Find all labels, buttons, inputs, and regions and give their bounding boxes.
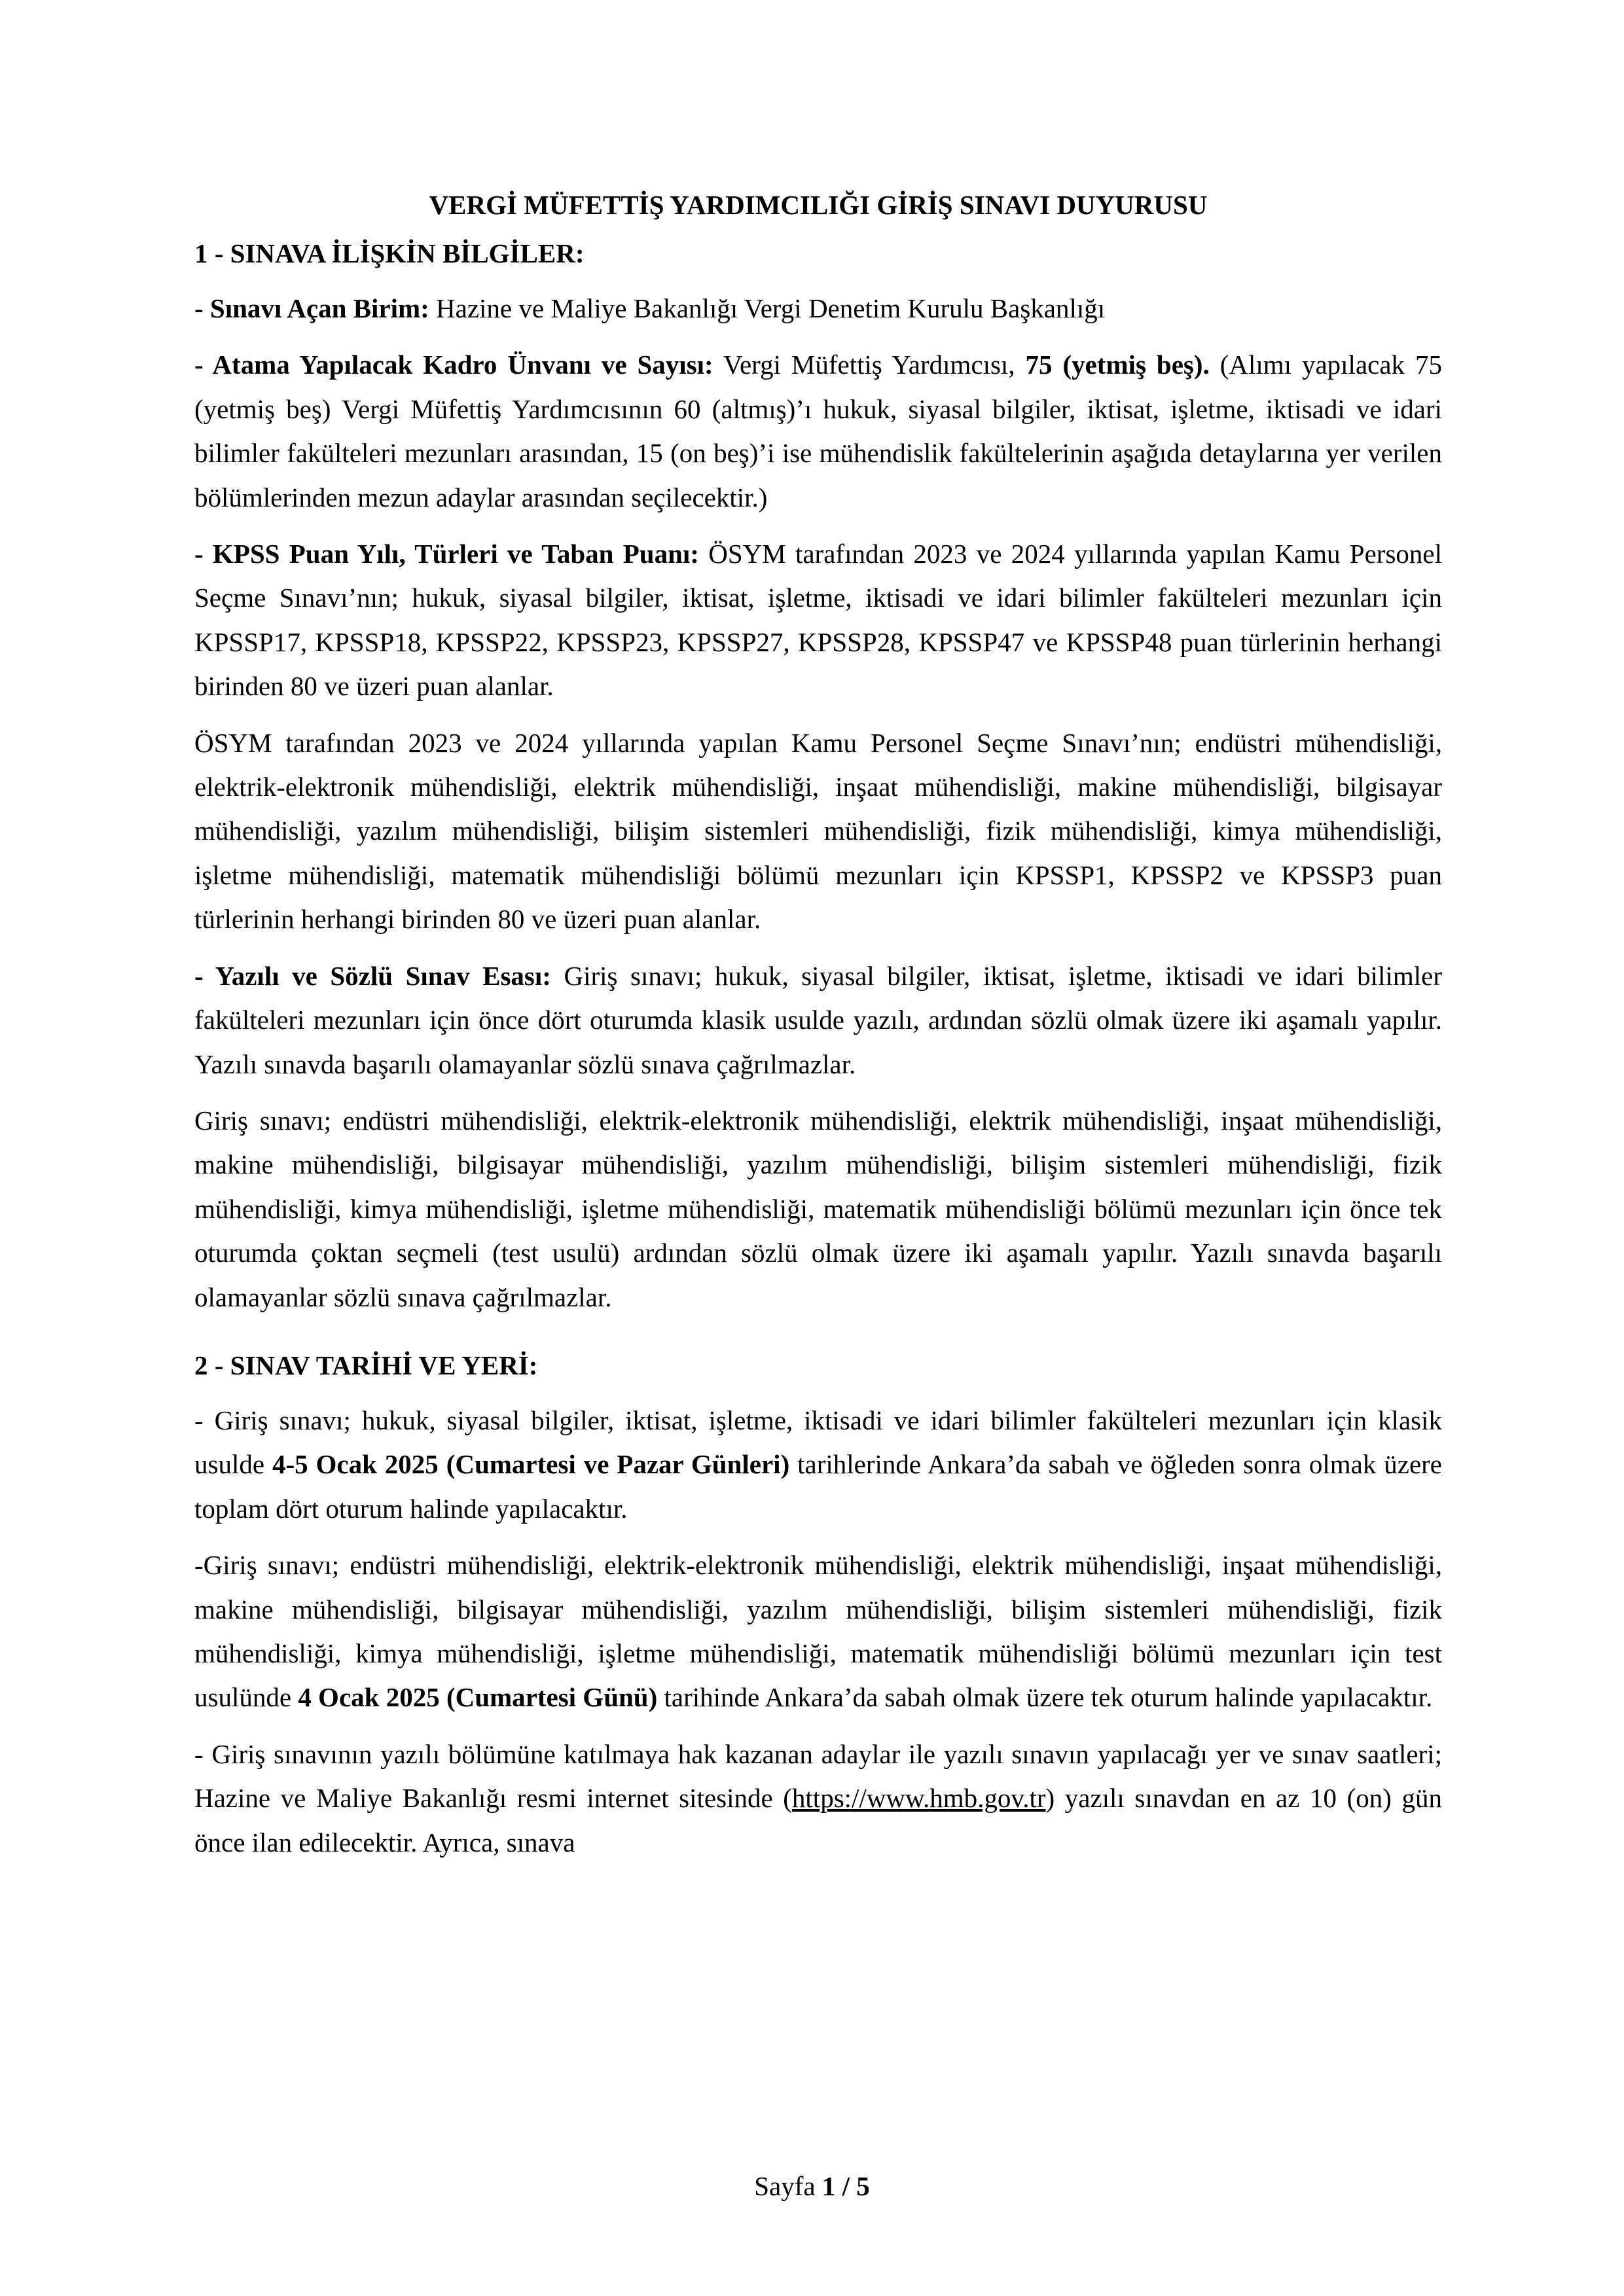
paragraph-kpss-engineering: ÖSYM tarafından 2023 ve 2024 yıllarında yapılan Kamu Personel Seçme Sınavı’nın; endüstri mühendisliği, elektrik-elektronik mühendisliği, elektrik mühendisliği, inşaat mühendisliği, makine mühendisliği, bilgisayar mühendisliği, yazılım mühendisliği, bilişim sistemleri mühendisliği, fizik mühendisliği, kimya mühendisliği, işletme mühendisliği, matematik mühendisliği bölümü mezunları için KPSSP1, KPSSP2 ve KPSSP3 puan türlerinin herhangi birinden 80 ve üzeri puan alanlar. — [194, 727, 1442, 935]
text-kpss: ÖSYM tarafından 2023 ve 2024 yıllarında yapılan Kamu Personel Seçme Sınavı’nın; hukuk, siyasal bilgiler, iktisat, işletme, iktisadi ve idari bilimler fakülteleri mezunları için KPSSP17, KPSSP18, KPSSP22, KPSSP23, KPSSP27, KPSSP28, KPSSP47 ve KPSSP48 puan türlerinin herhangi birinden 80 ve üzeri puan alanlar. — [194, 539, 1442, 702]
text-date-classic-rest: tarihlerinde Ankara’da sabah ve öğleden sonra olmak üzere toplam dört oturum halinde yapılacaktır. — [194, 1449, 1442, 1524]
text-position: Vergi Müfettiş Yardımcısı, — [713, 350, 1026, 380]
section-spacer — [194, 1332, 1442, 1349]
ministry-website-link[interactable]: https://www.hmb.gov.tr — [791, 1783, 1046, 1814]
label-kpss: - KPSS Puan Yılı, Türleri ve Taban Puanı: — [194, 539, 699, 569]
date-classic: 4-5 Ocak 2025 (Cumartesi ve Pazar Günleri) — [272, 1449, 790, 1480]
paragraph-kpss — [194, 532, 1442, 709]
label-exam-unit: - Sınavı Açan Birim: — [194, 293, 429, 323]
text-position-detail: (Alımı yapılacak 75 (yetmiş beş) Vergi Müfettiş Yardımcısının 60 (altmış)’ı hukuk, siyasal bilgiler, iktisat, işletme, iktisadi ve idari bilimler fakülteleri mezunları arasından, 15 (on beş)’i ise mühendislik fakültelerinin aşağıda detaylarına yer verilen bölümlerinden mezun adaylar arasından seçilecektir.) — [194, 350, 1442, 512]
text-announcement: - Giriş sınavının yazılı bölümüne katılmaya hak kazanan adaylar ile yazılı sınavın yapılacağı yer ve sınav saatleri; Hazine ve Maliye Bakanlığı resmi internet sitesinde ( — [194, 1738, 1442, 1814]
text-date-test: -Giriş sınavı; endüstri mühendisliği, elektrik-elektronik mühendisliği, elektrik mühendisliği, inşaat mühendisliği, makine mühendisliği, bilgisayar mühendisliği, yazılım mühendisliği, bilişim sistemleri mühendisliği, fizik mühendisliği, kimya mühendisliği, işletme mühendisliği, matematik mühendisliği bölümü mezunları için test usulünde — [194, 1550, 1442, 1713]
page-footer — [0, 2170, 1624, 2202]
paragraph-exam-unit — [194, 287, 1442, 331]
text-date-test-rest: tarihinde Ankara’da sabah olmak üzere tek oturum halinde yapılacaktır. — [657, 1682, 1433, 1713]
paragraph-exam-basis — [194, 954, 1442, 1086]
paragraph-date-classic — [194, 1399, 1442, 1531]
text-date-classic: - Giriş sınavı; hukuk, siyasal bilgiler, iktisat, işletme, iktisadi ve idari bilimler fakülteleri mezunları için klasik usulde — [194, 1405, 1442, 1480]
position-count: 75 (yetmiş beş). — [1025, 350, 1210, 380]
label-position: - Atama Yapılacak Kadro Ünvanı ve Sayısı: — [194, 350, 713, 380]
paragraph-exam-basis-engineering: Giriş sınavı; endüstri mühendisliği, elektrik-elektronik mühendisliği, elektrik mühendisliği, inşaat mühendisliği, makine mühendisliği, bilgisayar mühendisliği, yazılım mühendisliği, bilişim sistemleri mühendisliği, fizik mühendisliği, kimya mühendisliği, işletme mühendisliği, matematik mühendisliği bölümü mezunları için önce tek oturumda çoktan seçmeli (test usulü) ardından sözlü olmak üzere iki aşamalı yapılır. Yazılı sınavda başarılı olamayanlar sözlü sınava çağrılmazlar. — [194, 1105, 1442, 1312]
section-1-heading: 1 - SINAVA İLİŞKİN BİLGİLER: — [194, 238, 585, 268]
paragraph-date-test — [194, 1543, 1442, 1720]
section-2-heading: 2 - SINAV TARİHİ VE YERİ: — [194, 1350, 538, 1380]
text-exam-basis: Giriş sınavı; hukuk, siyasal bilgiler, iktisat, işletme, iktisadi ve idari bilimler fakülteleri mezunları için önce dört oturumda klasik usulde yazılı, ardından sözlü olmak üzere iki aşamalı yapılır. Yazılı sınavda başarılı olamayanlar sözlü sınava çağrılmazlar. — [194, 960, 1442, 1079]
paragraph-position — [194, 343, 1442, 520]
page-number: 1 / 5 — [821, 2171, 870, 2201]
text-exam-unit: Hazine ve Maliye Bakanlığı Vergi Denetim Kurulu Başkanlığı — [429, 293, 1106, 323]
page-content — [194, 188, 1442, 1877]
paragraph-announcement — [194, 1732, 1442, 1865]
label-exam-basis: - Yazılı ve Sözlü Sınav Esası: — [194, 960, 551, 991]
document-title: VERGİ MÜFETTİŞ YARDIMCILIĞI GİRİŞ SINAVI DUYURUSU — [429, 190, 1208, 220]
page-label: Sayfa — [754, 2171, 822, 2201]
date-test: 4 Ocak 2025 (Cumartesi Günü) — [298, 1682, 658, 1713]
text-announcement-rest: ) yazılı sınavdan en az 10 (on) gün önce ilan edilecektir. Ayrıca, sınava — [194, 1783, 1442, 1857]
